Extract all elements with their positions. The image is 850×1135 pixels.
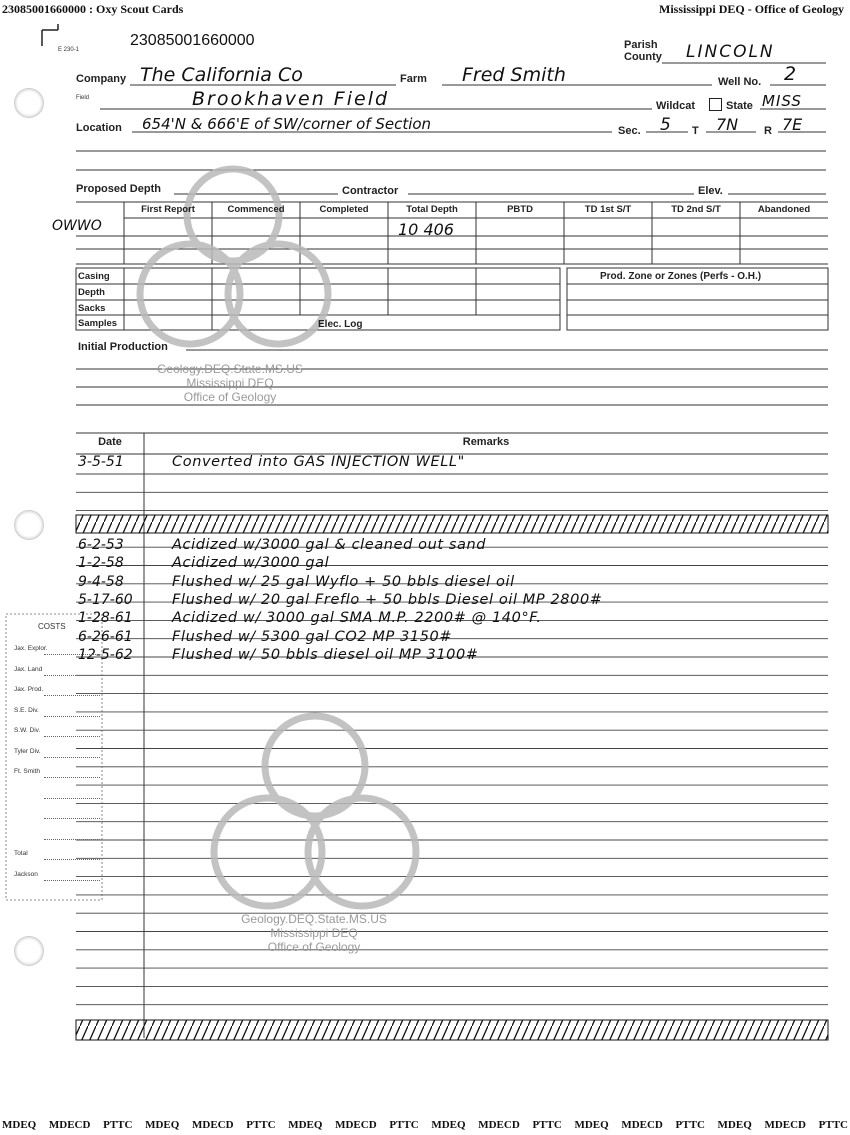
costs-slip-item: Tyler Div. xyxy=(14,747,41,755)
remark-text: Acidized w/3000 gal xyxy=(172,555,330,571)
footer-item: MDEQ xyxy=(145,1119,180,1131)
footer-item: PTTC xyxy=(246,1119,276,1131)
remark-text: Flushed w/ 5300 gal CO2 MP 3150# xyxy=(172,629,453,645)
proposed-depth-label: Proposed Depth xyxy=(76,183,161,195)
footer-item: PTTC xyxy=(103,1119,133,1131)
watermark-line: Geology.DEQ.State.MS.US xyxy=(157,362,303,376)
col-total-depth: Total Depth xyxy=(406,204,458,215)
wildcat-label: Wildcat xyxy=(656,100,696,112)
total-depth-value: 10 406 xyxy=(398,220,454,239)
costs-slip-line xyxy=(44,654,100,655)
costs-slip-line xyxy=(44,757,100,758)
footer-item: PTTC xyxy=(389,1119,419,1131)
parish-label: Parish xyxy=(624,39,658,51)
sec-value: 5 xyxy=(660,115,671,135)
remark-text: Converted into GAS INJECTION WELL" xyxy=(172,454,465,470)
header-right-title: Mississippi DEQ - Office of Geology xyxy=(659,2,844,16)
footer-item: MDECD xyxy=(48,1119,91,1131)
watermark-line: Geology.DEQ.State.MS.US xyxy=(241,912,387,926)
state-value: MISS xyxy=(762,92,802,110)
costs-slip-item: Ft. Smith xyxy=(14,768,41,775)
punch-hole xyxy=(14,88,44,118)
footer-item: MDEQ xyxy=(431,1119,466,1131)
well-no-label: Well No. xyxy=(718,76,762,88)
watermark-line: Mississippi DEQ xyxy=(186,376,274,390)
remark-text: Flushed w/ 50 bbls diesel oil MP 3100# xyxy=(172,647,479,663)
county-value: LINCOLN xyxy=(686,42,775,62)
card-stamp-id: 23085001660000 xyxy=(130,32,255,49)
depth-label: Depth xyxy=(78,287,105,298)
col-pbtd: PBTD xyxy=(507,204,533,215)
costs-slip-line xyxy=(44,777,100,778)
range-label: R xyxy=(764,125,772,137)
punch-hole xyxy=(14,936,44,966)
footer-bar xyxy=(0,1116,850,1134)
remarks-date-header: Date xyxy=(98,436,122,448)
remark-date: 6-26-61 xyxy=(78,629,133,645)
casing-label: Casing xyxy=(78,271,110,282)
punch-hole xyxy=(14,510,44,540)
costs-slip-title: COSTS xyxy=(38,622,66,631)
col-completed: Completed xyxy=(319,204,369,215)
range-value: 7E xyxy=(782,115,803,134)
remark-text: Flushed w/ 25 gal Wyflo + 50 bbls diesel oil xyxy=(172,574,515,590)
costs-slip-item: Jackson xyxy=(14,870,38,878)
well-no-value: 2 xyxy=(784,63,797,85)
elec-log-label: Elec. Log xyxy=(318,319,363,330)
footer-item: MDECD xyxy=(621,1119,663,1131)
footer-item: MDECD xyxy=(192,1119,234,1131)
watermark-line: Office of Geology xyxy=(267,940,361,954)
location-label: Location xyxy=(76,122,122,134)
field-prefix-label: Field xyxy=(76,95,90,101)
footer-item: MDECD xyxy=(478,1119,520,1131)
township-label: T xyxy=(692,125,699,137)
costs-slip-line xyxy=(44,675,100,676)
remark-date: 5-17-60 xyxy=(78,592,133,608)
costs-slip-line xyxy=(44,818,100,819)
header-bar xyxy=(0,0,850,18)
form-number: E 230-1 xyxy=(58,47,80,53)
remark-date: 9-4-58 xyxy=(78,574,124,590)
contractor-label: Contractor xyxy=(342,185,399,197)
watermark-line: Office of Geology xyxy=(183,390,277,404)
costs-slip-line xyxy=(44,736,100,737)
costs-slip-line xyxy=(44,695,100,696)
remark-date: 1-2-58 xyxy=(78,555,124,571)
remark-date: 6-2-53 xyxy=(78,537,124,553)
footer-item: MDEQ xyxy=(717,1119,752,1131)
remarks-header: Remarks xyxy=(462,436,510,448)
remark-date: 12-5-62 xyxy=(78,647,133,663)
costs-slip-line xyxy=(44,880,100,881)
wildcat-checkbox xyxy=(709,98,722,111)
costs-slip-item: Total xyxy=(14,850,28,857)
elev-label: Elev. xyxy=(698,185,723,197)
company-label: Company xyxy=(76,73,127,85)
initial-production-label: Initial Production xyxy=(78,341,168,353)
footer-item: MDEQ xyxy=(574,1119,609,1131)
costs-slip-item: Jax. Explor. xyxy=(14,645,48,652)
col-first-report: First Report xyxy=(141,204,195,215)
costs-slip-line xyxy=(44,716,100,717)
county-label: County xyxy=(624,51,662,63)
costs-slip-line xyxy=(44,798,100,799)
col-td-1st: TD 1st S/T xyxy=(584,204,632,215)
footer-item: PTTC xyxy=(675,1119,705,1131)
sacks-label: Sacks xyxy=(78,303,106,314)
sec-label: Sec. xyxy=(618,125,641,137)
costs-slip-item: S.W. Div. xyxy=(14,727,41,734)
col-commenced: Commenced xyxy=(227,204,285,215)
col-td-2nd: TD 2nd S/T xyxy=(671,204,721,215)
state-label: State xyxy=(726,100,753,112)
col-abandoned: Abandoned xyxy=(757,204,811,215)
footer-item: PTTC xyxy=(818,1119,848,1131)
footer-item: MDEQ xyxy=(288,1119,323,1131)
remark-text: Acidized w/3000 gal & cleaned out sand xyxy=(172,537,487,553)
remark-date: 1-28-61 xyxy=(78,610,133,626)
samples-label: Samples xyxy=(78,318,118,329)
farm-value: Fred Smith xyxy=(462,64,566,86)
footer-item: PTTC xyxy=(532,1119,562,1131)
location-value: 654'N & 666'E of SW/corner of Section xyxy=(142,115,432,133)
farm-label: Farm xyxy=(400,73,427,85)
watermark-text-2 xyxy=(214,912,414,954)
footer-item: MDEQ xyxy=(2,1119,37,1131)
header-left-title: 23085001660000 : Oxy Scout Cards xyxy=(2,2,184,16)
remark-date: 3-5-51 xyxy=(78,454,124,470)
costs-slip-line xyxy=(44,839,100,840)
costs-slip-item: S.E. Div. xyxy=(14,706,39,714)
costs-slip-line xyxy=(44,859,100,860)
company-value: The California Co xyxy=(140,64,303,86)
costs-slip-item: Jax. Prod. xyxy=(14,686,44,693)
watermark-line: Mississippi DEQ xyxy=(270,926,358,940)
costs-slip-item: Jax. Land xyxy=(14,665,43,673)
scout-card xyxy=(0,18,850,1078)
owwo-note: OWWO xyxy=(52,218,102,234)
footer-item: MDECD xyxy=(764,1119,806,1131)
prod-zone-label: Prod. Zone or Zones (Perfs - O.H.) xyxy=(600,271,762,282)
footer-item: MDECD xyxy=(335,1119,377,1131)
township-value: 7N xyxy=(716,115,739,134)
field-value: Brookhaven Field xyxy=(192,88,390,110)
remark-text: Flushed w/ 20 gal Freflo + 50 bbls Diesel oil MP 2800# xyxy=(172,592,603,608)
remark-text: Acidized w/ 3000 gal SMA M.P. 2200# @ 140°F. xyxy=(172,610,542,626)
watermark-text-1 xyxy=(130,362,330,404)
